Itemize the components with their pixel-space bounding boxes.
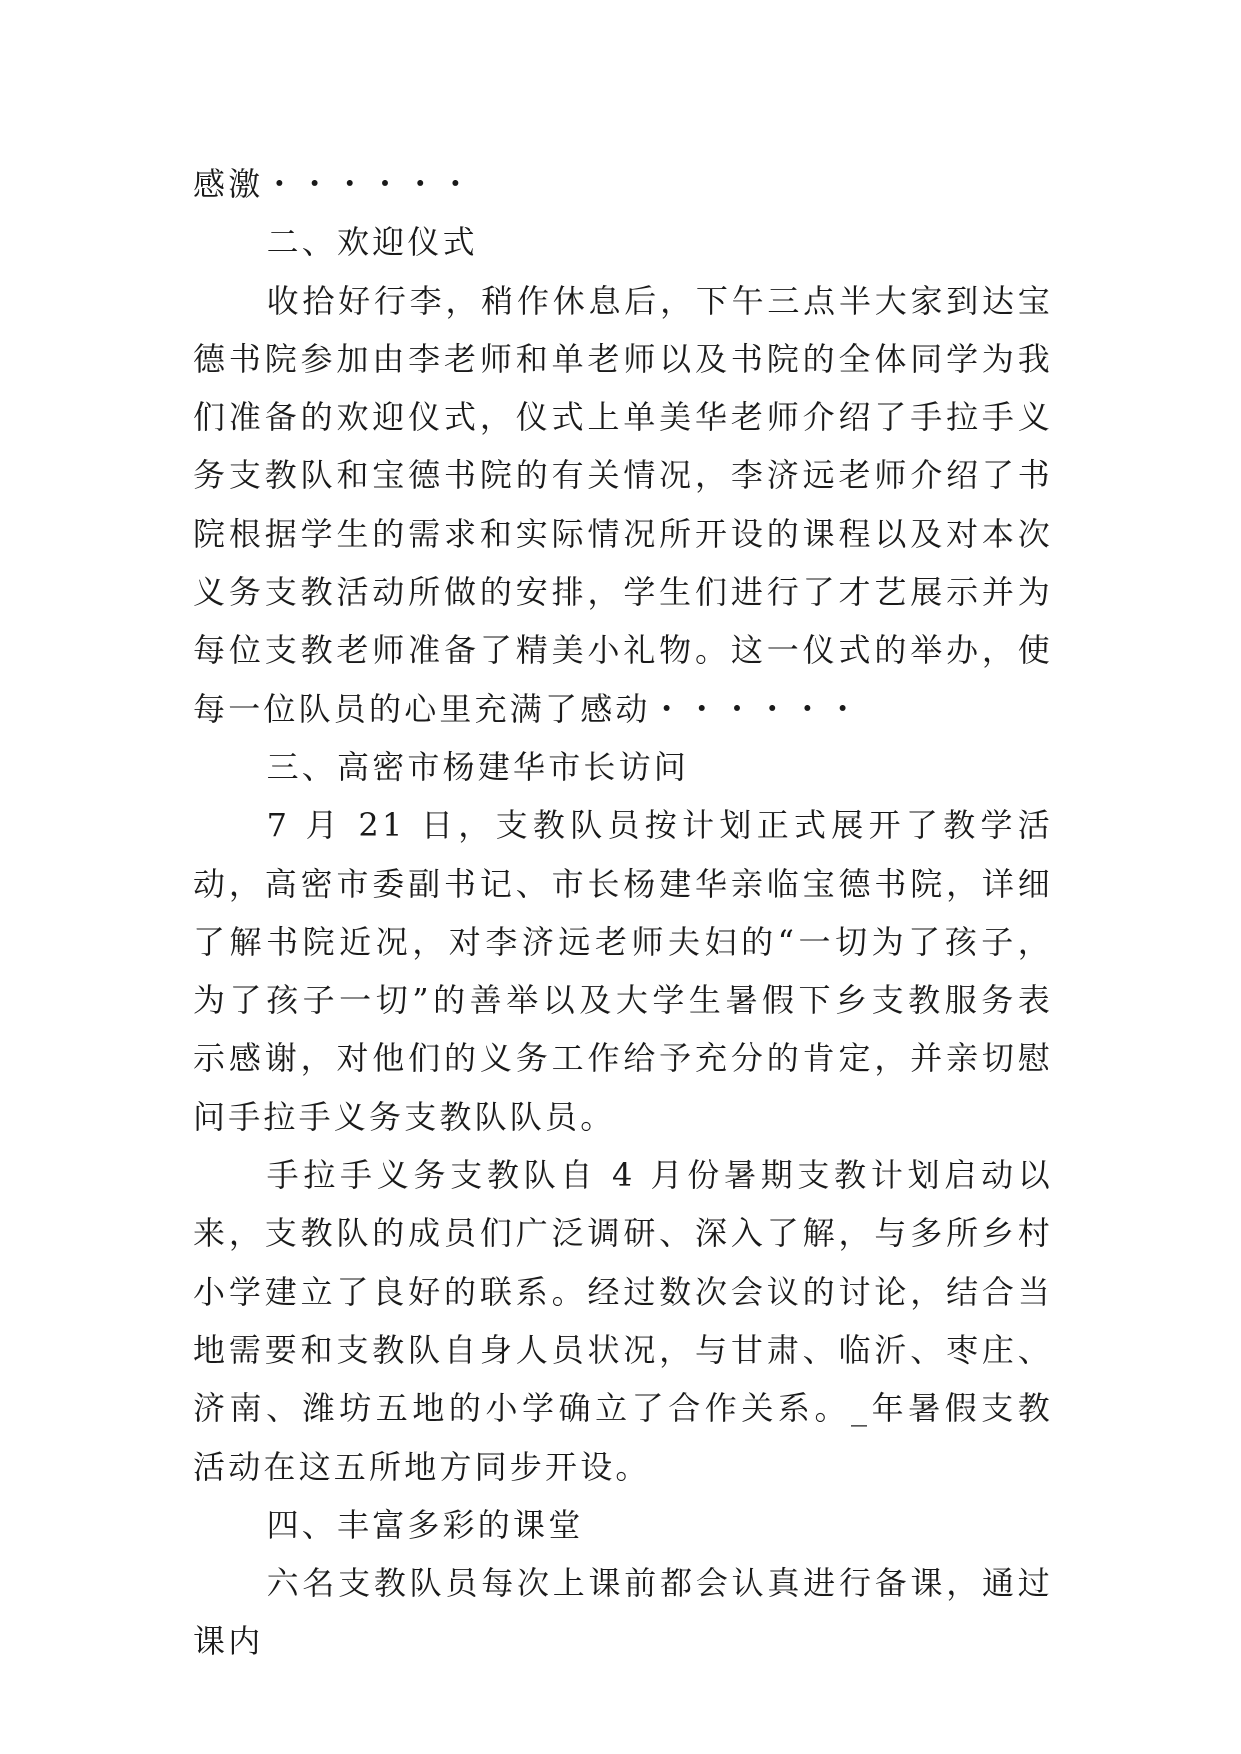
paragraph-mayor-visit: 7 月 21 日，支教队员按计划正式展开了教学活动，高密市委副书记、市长杨建华亲临宝德书院，详细了解书院近况，对李济远老师夫妇的“一切为了孩子，为了孩子一切”的善举以及大学生暑假下乡支教服务表示感谢，对他们的义务工作给予充分的肯定，并亲切慰问手拉手义务支教队队员。 xyxy=(193,806,1053,1136)
document-body xyxy=(193,155,1053,1671)
paragraph-continuation: 感激・・・・・・ xyxy=(193,165,475,203)
section-heading-classroom: 四、丰富多彩的课堂 xyxy=(266,1505,584,1544)
paragraph-classroom: 六名支教队员每次上课前都会认真进行备课，通过课内 xyxy=(193,1564,1053,1661)
section-heading-mayor-visit: 三、高密市杨建华市长访问 xyxy=(266,747,689,786)
paragraph-welcome-ceremony: 收拾好行李，稍作休息后，下午三点半大家到达宝德书院参加由李老师和单老师以及书院的全体同学为我们准备的欢迎仪式，仪式上单美华老师介绍了手拉手义务支教队和宝德书院的有关情况，李济远老师介绍了书院根据学生的需求和实际情况所开设的课程以及对本次义务支教活动所做的安排，学生们进行了才艺展示并为每位支教老师准备了精美小礼物。这一仪式的举办，使每一位队员的心里充满了感动・・・・・・ xyxy=(193,281,1053,728)
section-heading-welcome-ceremony: 二、欢迎仪式 xyxy=(266,223,478,262)
paragraph-team-background: 手拉手义务支教队自 4 月份暑期支教计划启动以来，支教队的成员们广泛调研、深入了解，与多所乡村小学建立了良好的联系。经过数次会议的讨论，结合当地需要和支教队自身人员状况，与甘肃、临沂、枣庄、济南、潍坊五地的小学确立了合作关系。_年暑假支教活动在这五所地方同步开设。 xyxy=(193,1156,1053,1486)
